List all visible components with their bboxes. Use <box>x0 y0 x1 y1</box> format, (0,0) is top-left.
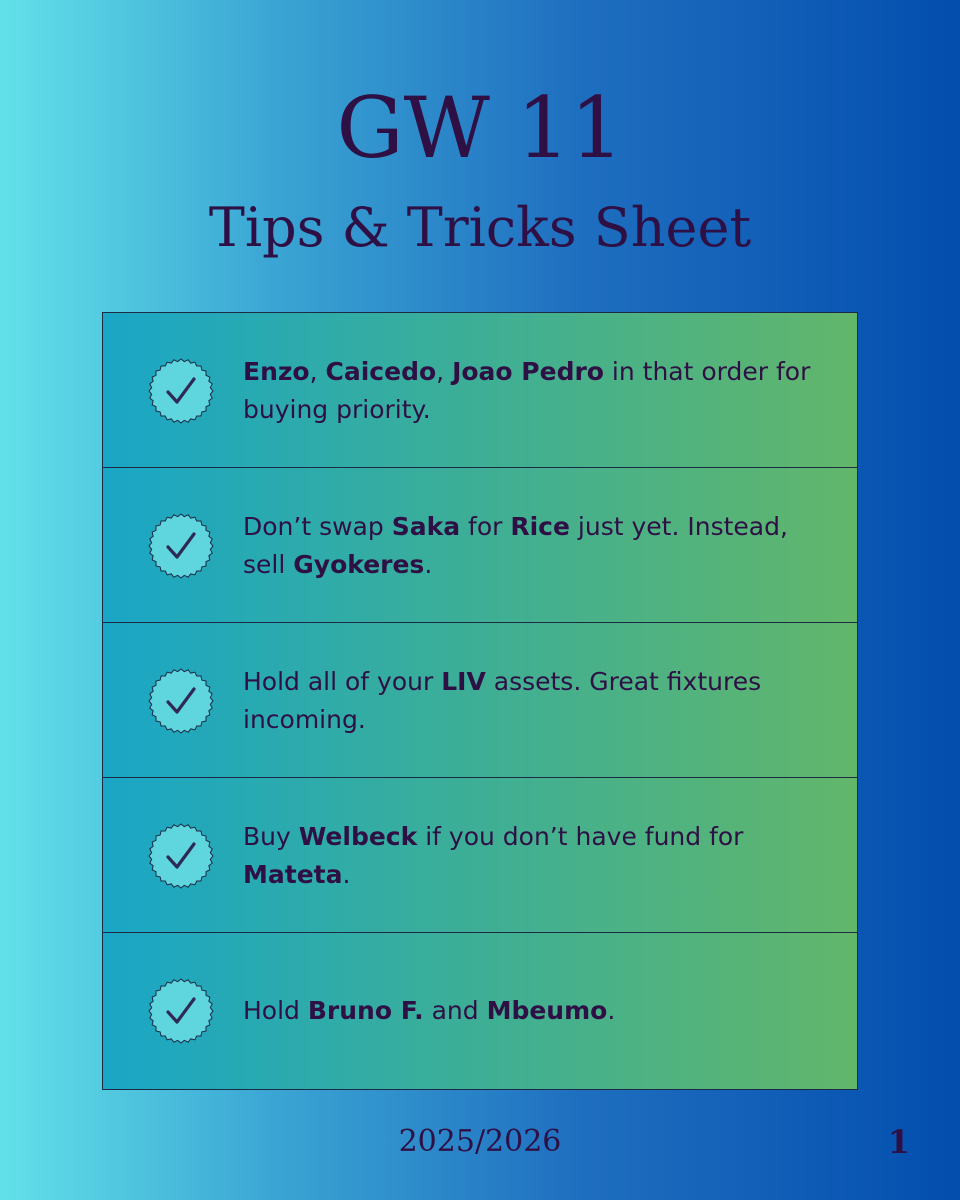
tip-text <box>243 468 813 623</box>
tip-segment: assets. Great fixtures incoming. <box>243 666 762 734</box>
tip-highlight: Caicedo <box>325 356 437 386</box>
check-badge-icon <box>147 512 215 580</box>
tip-text <box>243 933 813 1088</box>
tip-segment: in that order for buying priority. <box>243 356 811 424</box>
tip-highlight: Bruno F. <box>307 995 424 1025</box>
tip-highlight: Saka <box>391 511 461 541</box>
tip-segment: and <box>423 995 487 1025</box>
tip-row <box>103 933 857 1088</box>
tips-panel <box>102 312 858 1090</box>
tip-row <box>103 778 857 933</box>
tip-segment: . <box>424 549 433 579</box>
check-badge-icon <box>147 822 215 890</box>
page-subtitle: Tips & Tricks Sheet <box>208 196 752 259</box>
tip-highlight: Mateta <box>243 859 343 889</box>
tip-segment: , <box>309 356 326 386</box>
tip-highlight: Rice <box>510 511 570 541</box>
tip-text <box>243 623 813 778</box>
check-badge-icon <box>147 667 215 735</box>
tip-segment: for <box>460 511 511 541</box>
tip-segment: Hold all of your <box>243 666 442 696</box>
season-label: 2025/2026 <box>398 1124 562 1159</box>
tip-highlight: Mbeumo <box>486 995 608 1025</box>
tip-text <box>243 313 813 468</box>
page-title: GW 11 <box>336 79 624 177</box>
check-badge-icon <box>147 977 215 1045</box>
tip-row <box>103 468 857 623</box>
check-badge-icon <box>147 357 215 425</box>
tip-text <box>243 778 813 933</box>
tip-row <box>103 623 857 778</box>
tip-segment: . <box>607 995 616 1025</box>
tip-segment: Buy <box>243 821 299 851</box>
tip-segment: Hold <box>243 995 308 1025</box>
tip-segment: Don’t swap <box>243 511 392 541</box>
tip-segment: . <box>342 859 351 889</box>
tip-segment: just yet. Instead, sell <box>243 511 788 579</box>
tip-segment: , <box>436 356 453 386</box>
tip-segment: if you don’t have fund for <box>417 821 744 851</box>
page-number: 1 <box>887 1123 910 1161</box>
tip-highlight: Gyokeres <box>293 549 425 579</box>
tip-highlight: Joao Pedro <box>452 356 604 386</box>
tip-row <box>103 313 857 468</box>
tip-highlight: LIV <box>441 666 486 696</box>
tip-highlight: Enzo <box>243 356 310 386</box>
tip-highlight: Welbeck <box>298 821 418 851</box>
